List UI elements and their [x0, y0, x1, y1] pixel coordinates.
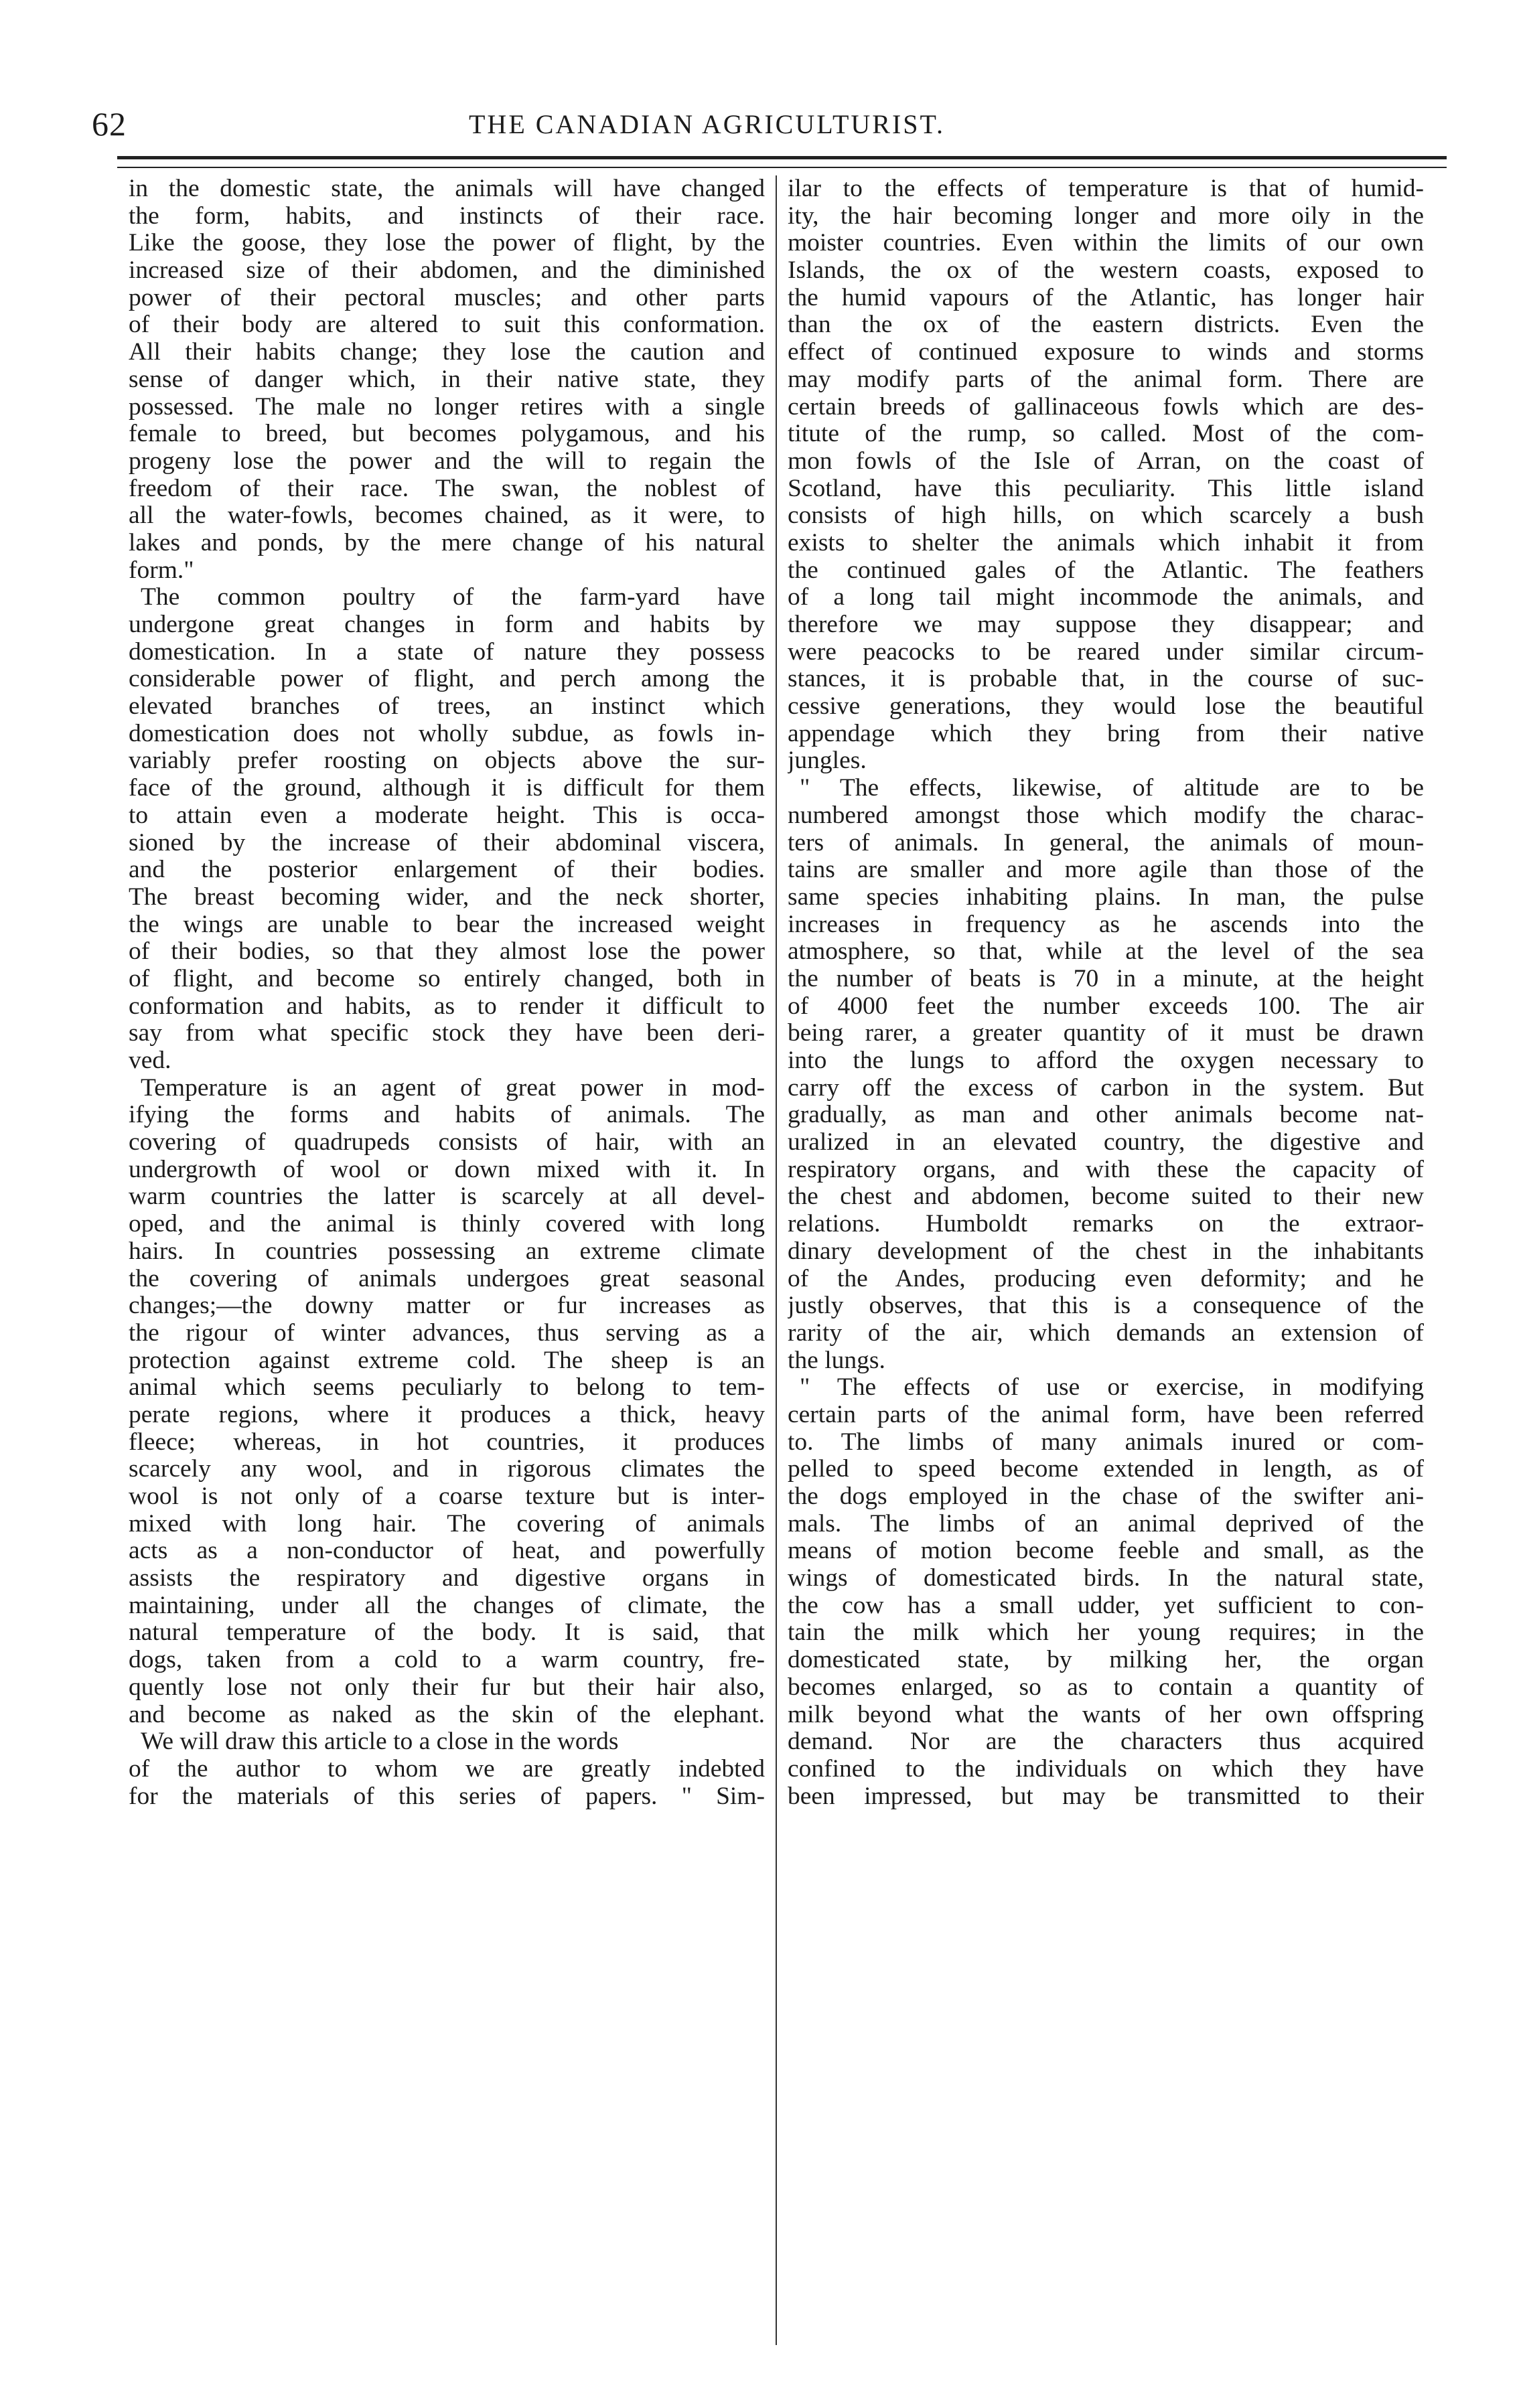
right-column-line: the humid vapours of the Atlantic, has longer hair: [788, 284, 1424, 311]
right-column-line: becomes enlarged, so as to contain a quantity of: [788, 1673, 1424, 1701]
right-column-line: cessive generations, they would lose the beautiful: [788, 693, 1424, 721]
left-column-line: considerable power of flight, and perch among the: [129, 666, 765, 693]
right-column-line: may modify parts of the animal form. There are: [788, 366, 1424, 393]
right-column-line: confined to the individuals on which they have: [788, 1755, 1424, 1783]
right-column-line: uralized in an elevated country, the digestive and: [788, 1129, 1424, 1156]
right-column-line: domesticated state, by milking her, the organ: [788, 1647, 1424, 1674]
right-column-line: mals. The limbs of an animal deprived of the: [788, 1510, 1424, 1537]
right-column-line: jungles.: [788, 747, 867, 775]
left-column-line: domestication does not wholly subdue, as fowls in-: [129, 720, 765, 747]
left-column-line: sense of danger which, in their native state, they: [129, 366, 765, 393]
right-column-line: into the lungs to afford the oxygen necessary to: [788, 1047, 1424, 1074]
right-column-line: ilar to the effects of temperature is that of humid-: [788, 175, 1424, 202]
right-column-line: Islands, the ox of the western coasts, exposed to: [788, 257, 1424, 285]
right-column-line: of the Andes, producing even deformity; and he: [788, 1265, 1424, 1292]
right-column-line: ters of animals. In general, the animals of moun-: [788, 829, 1424, 856]
left-column-line: maintaining, under all the changes of climate, the: [129, 1592, 765, 1619]
left-column-line: the form, habits, and instincts of their race.: [129, 202, 765, 230]
right-column-line: moister countries. Even within the limits of our own: [788, 230, 1424, 257]
left-column-line: covering of quadrupeds consists of hair, with an: [129, 1129, 765, 1156]
left-column-line: dogs, taken from a cold to a warm country, fre-: [129, 1647, 765, 1674]
left-column-line: for the materials of this series of papers. " Sim-: [129, 1783, 765, 1810]
left-column-line: to attain even a moderate height. This is occa-: [129, 802, 765, 829]
right-column-line: wings of domesticated birds. In the natural state,: [788, 1565, 1424, 1592]
left-column-line: elevated branches of trees, an instinct which: [129, 693, 765, 721]
right-column-line: means of motion become feeble and small, as the: [788, 1537, 1424, 1565]
left-column-line: and the posterior enlargement of their bodies.: [129, 856, 765, 884]
left-column-line: lakes and ponds, by the mere change of his natural: [129, 529, 765, 556]
right-column-line: exists to shelter the animals which inhabit it from: [788, 529, 1424, 556]
right-column-line: to. The limbs of many animals inured or com-: [788, 1428, 1424, 1456]
left-column-line: the rigour of winter advances, thus serving as a: [129, 1319, 765, 1347]
right-column-line: consists of high hills, on which scarcely a bush: [788, 502, 1424, 530]
right-column-line: Scotland, have this peculiarity. This little island: [788, 475, 1424, 502]
right-column-line: the dogs employed in the chase of the swifter ani-: [788, 1483, 1424, 1510]
left-column-line: The breast becoming wider, and the neck shorter,: [129, 883, 765, 911]
column-divider: [776, 175, 777, 2345]
left-column: [129, 175, 765, 1810]
right-column-line: numbered amongst those which modify the charac-: [788, 802, 1424, 829]
left-column-line: mixed with long hair. The covering of animals: [129, 1510, 765, 1537]
left-column-line: fleece; whereas, in hot countries, it produces: [129, 1428, 765, 1456]
right-column-line: been impressed, but may be transmitted to their: [788, 1783, 1424, 1810]
left-column-line: Temperature is an agent of great power in mod-: [141, 1074, 765, 1102]
left-column-line: ved.: [129, 1047, 171, 1074]
right-column-line: rarity of the air, which demands an extension of: [788, 1319, 1424, 1347]
left-column-line: variably prefer roosting on objects above the sur-: [129, 747, 765, 775]
right-column-line: dinary development of the chest in the inhabitants: [788, 1237, 1424, 1265]
left-column-line: changes;—the downy matter or fur increases as: [129, 1292, 765, 1320]
right-column-line: therefore we may suppose they disappear; and: [788, 611, 1424, 638]
left-column-line: natural temperature of the body. It is said, that: [129, 1619, 765, 1647]
left-column-line: of flight, and become so entirely changed, both in: [129, 965, 765, 992]
left-column-line: of their bodies, so that they almost lose the power: [129, 938, 765, 966]
right-column-line: demand. Nor are the characters thus acquired: [788, 1728, 1424, 1756]
right-column-line: stances, it is probable that, in the course of suc-: [788, 666, 1424, 693]
left-column-line: the wings are unable to bear the increased weight: [129, 911, 765, 938]
left-column-line: The common poultry of the farm-yard have: [141, 584, 765, 611]
left-column-line: say from what specific stock they have been deri-: [129, 1020, 765, 1047]
left-column-line: undergrowth of wool or down mixed with it. In: [129, 1156, 765, 1183]
right-column-line: atmosphere, so that, while at the level of the sea: [788, 938, 1424, 966]
left-column-line: hairs. In countries possessing an extreme climate: [129, 1237, 765, 1265]
right-column-line: than the ox of the eastern districts. Even the: [788, 311, 1424, 339]
right-column-line: carry off the excess of carbon in the system. But: [788, 1074, 1424, 1102]
left-column-line: form.": [129, 556, 194, 584]
right-column-line: the continued gales of the Atlantic. The feathers: [788, 556, 1424, 584]
header-rule-thin: [117, 167, 1447, 168]
right-column-line: " The effects of use or exercise, in modifying: [800, 1374, 1424, 1402]
left-column-line: domestication. In a state of nature they possess: [129, 638, 765, 666]
right-column-line: increases in frequency as he ascends into the: [788, 911, 1424, 938]
left-column-line: increased size of their abdomen, and the diminished: [129, 257, 765, 285]
right-column-line: justly observes, that this is a consequence of the: [788, 1292, 1424, 1320]
right-column-line: ity, the hair becoming longer and more oily in the: [788, 202, 1424, 230]
left-column-line: the covering of animals undergoes great seasonal: [129, 1265, 765, 1292]
right-column-line: pelled to speed become extended in length, as of: [788, 1456, 1424, 1483]
right-column-line: the chest and abdomen, become suited to their new: [788, 1183, 1424, 1211]
left-column-line: undergone great changes in form and habits by: [129, 611, 765, 638]
right-column-line: mon fowls of the Isle of Arran, on the coast of: [788, 447, 1424, 475]
left-column-line: scarcely any wool, and in rigorous climates the: [129, 1456, 765, 1483]
right-column-line: of 4000 feet the number exceeds 100. The air: [788, 992, 1424, 1020]
page-number: 62: [92, 105, 127, 143]
left-column-line: freedom of their race. The swan, the noblest of: [129, 475, 765, 502]
right-column-line: effect of continued exposure to winds and storms: [788, 339, 1424, 366]
left-column-line: acts as a non-conductor of heat, and powerfully: [129, 1537, 765, 1565]
right-column-line: milk beyond what the wants of her own offspring: [788, 1701, 1424, 1728]
left-column-line: Like the goose, they lose the power of flight, by the: [129, 230, 765, 257]
right-column-line: respiratory organs, and with these the capacity of: [788, 1156, 1424, 1183]
left-column-line: of the author to whom we are greatly indebted: [129, 1755, 765, 1783]
left-column-line: conformation and habits, as to render it difficult to: [129, 992, 765, 1020]
right-column-line: tains are smaller and more agile than those of the: [788, 856, 1424, 884]
right-column: [788, 175, 1424, 1810]
left-column-line: animal which seems peculiarly to belong to tem-: [129, 1374, 765, 1402]
right-column-line: gradually, as man and other animals become nat-: [788, 1102, 1424, 1129]
left-column-line: We will draw this article to a close in the words: [141, 1728, 619, 1756]
journal-title: THE CANADIAN AGRICULTURIST.: [469, 109, 945, 139]
right-column-line: certain parts of the animal form, have been referred: [788, 1401, 1424, 1428]
left-column-line: of their body are altered to suit this conformation.: [129, 311, 765, 339]
left-column-line: and become as naked as the skin of the elephant.: [129, 1701, 765, 1728]
left-column-line: oped, and the animal is thinly covered with long: [129, 1211, 765, 1238]
right-column-line: being rarer, a greater quantity of it must be drawn: [788, 1020, 1424, 1047]
left-column-line: in the domestic state, the animals will have changed: [129, 175, 765, 202]
left-column-line: warm countries the latter is scarcely at all devel-: [129, 1183, 765, 1211]
right-column-line: the number of beats is 70 in a minute, at the height: [788, 965, 1424, 992]
right-column-line: the cow has a small udder, yet sufficient to con-: [788, 1592, 1424, 1619]
header-rule-thick: [117, 156, 1447, 159]
left-column-line: perate regions, where it produces a thick, heavy: [129, 1401, 765, 1428]
left-column-line: quently lose not only their fur but their hair also,: [129, 1673, 765, 1701]
right-column-line: the lungs.: [788, 1347, 885, 1374]
right-column-line: titute of the rump, so called. Most of the com-: [788, 421, 1424, 448]
left-column-line: progeny lose the power and the will to regain the: [129, 447, 765, 475]
left-column-line: female to breed, but becomes polygamous, and his: [129, 421, 765, 448]
left-column-line: assists the respiratory and digestive organs in: [129, 1565, 765, 1592]
left-column-line: ifying the forms and habits of animals. The: [129, 1102, 765, 1129]
left-column-line: all the water-fowls, becomes chained, as it were, to: [129, 502, 765, 530]
left-column-line: power of their pectoral muscles; and other parts: [129, 284, 765, 311]
right-column-line: of a long tail might incommode the animals, and: [788, 584, 1424, 611]
left-column-line: wool is not only of a coarse texture but is inter-: [129, 1483, 765, 1510]
right-column-line: same species inhabiting plains. In man, the pulse: [788, 883, 1424, 911]
left-column-line: protection against extreme cold. The sheep is an: [129, 1347, 765, 1374]
left-column-line: sioned by the increase of their abdominal viscera,: [129, 829, 765, 856]
right-column-line: " The effects, likewise, of altitude are to be: [800, 775, 1424, 802]
right-column-line: relations. Humboldt remarks on the extraor-: [788, 1211, 1424, 1238]
left-column-line: possessed. The male no longer retires with a single: [129, 393, 765, 421]
right-column-line: were peacocks to be reared under similar circum-: [788, 638, 1424, 666]
right-column-line: appendage which they bring from their native: [788, 720, 1424, 747]
right-column-line: tain the milk which her young requires; in the: [788, 1619, 1424, 1647]
left-column-line: face of the ground, although it is difficult for them: [129, 775, 765, 802]
left-column-line: All their habits change; they lose the caution and: [129, 339, 765, 366]
right-column-line: certain breeds of gallinaceous fowls which are des-: [788, 393, 1424, 421]
